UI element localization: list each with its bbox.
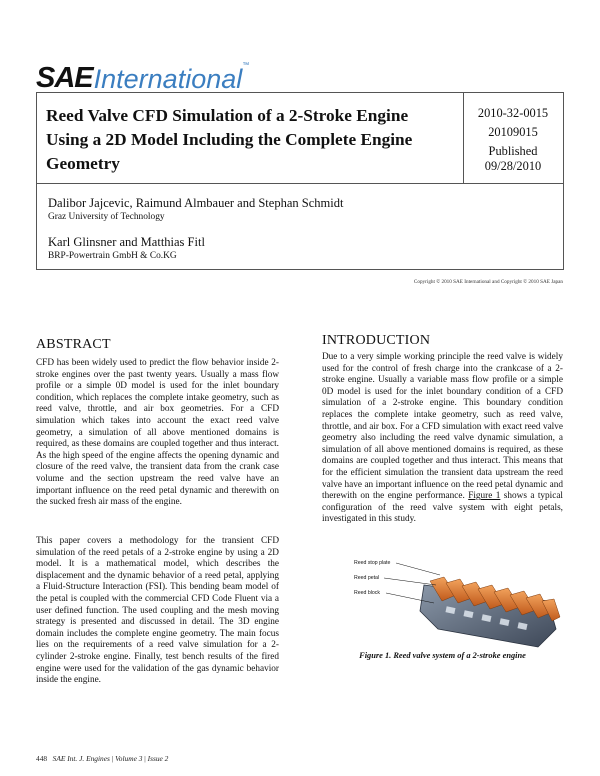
label-reed-petal: Reed petal — [354, 575, 380, 581]
label-reed-stop-plate: Reed stop plate — [354, 560, 391, 566]
reed-valve-figure — [352, 555, 567, 650]
footer-separator: | — [144, 754, 146, 763]
logo-brand: SAE — [36, 62, 93, 94]
footer-separator: | — [111, 754, 114, 763]
abstract-paragraph-1: CFD has been widely used to predict the flow behavior inside 2-stroke engines over the past twenty years. Usually a mass flow profile or a simple 0D model is used for the inlet boundary condition, which replaces the complete intake geometry, such as reed valve, throttle, and air box geometries. For a CFD simulation which takes into account the exact reed valve geometry, a simulation of all above mentioned domains is required, as these domains are coupled together and thus interact. As the high speed of the engine affects the opening dynamic and closure of the reed valve, the transient data from the crank case volume and the section upstream the reed valve have an important influence on the reed petal dynamic and therewith on the sucked fresh air mass of the engine. — [36, 358, 279, 508]
introduction-paragraph — [322, 352, 563, 526]
author-group-1: Dalibor Jajcevic, Raimund Almbauer and Stephan Schmidt — [48, 196, 344, 210]
published-date: 09/28/2010 — [484, 159, 542, 173]
paper-meta — [466, 106, 560, 174]
logo-trademark: ™ — [242, 62, 250, 69]
label-reed-block: Reed block — [354, 590, 380, 596]
leader-line-stop-plate — [396, 563, 440, 575]
affiliation-1: Graz University of Technology — [48, 212, 165, 222]
author-group-2: Karl Glinsner and Matthias Fitl — [48, 235, 205, 249]
introduction-heading: INTRODUCTION — [322, 333, 431, 348]
published-label: Published — [488, 144, 538, 158]
page-number: 448 — [36, 754, 48, 763]
intro-text-after: shows a typical configuration of the reed valve system with eight petals, investigated in this study. — [322, 491, 564, 525]
copyright-notice: Copyright © 2010 SAE International and Copyright © 2010 SAE Japan — [413, 279, 563, 285]
abstract-paragraph-2: This paper covers a methodology for the transient CFD simulation of the reed petals of a 2-stroke engine by using a 2D model. It is a mathematical model, which describes the displacement and the dynamic behavior of a reed petal, applying a Fluid-Structure Interaction (FSI). This bending beam model of the petal is coupled with the commercial CFD Code Fluent via a user defined function. The used coupling and the mesh moving strategy is presented and discussed in detail. The 3D engine domain includes the complete engine geometry. The main focus lies on the requirements of a reed valve simulation for a 2-cylinder 2-stroke engine. Finally, test bench results of the fired engine were used for the validation of the gas dynamic behavior inside the engine. — [36, 536, 279, 686]
title-box-divider — [463, 93, 464, 183]
leader-line-petal — [384, 578, 436, 585]
abstract-heading: ABSTRACT — [36, 337, 111, 352]
alt-paper-number: 20109015 — [488, 125, 538, 139]
journal-volume: Volume 3 — [115, 754, 143, 763]
paper-title: Reed Valve CFD Simulation of a 2-Stroke Engine Using a 2D Model Including the Complete Engine Geometry — [46, 106, 413, 173]
intro-text-before: Due to a very simple working principle the reed valve is widely used for the control of fresh charge into the crankcase of a 2-stroke engine. Usually a variable mass flow profile or a simple 0D model is used for the inlet boundary condition of a CFD simulation of a 2-stroke engine. This boundary condition replaces the complete intake geometry, such as reed valve, throttle, and air box. For a CFD simulation with exact reed valve geometry also including the reed valve dynamic simulation, a simulation of all above mentioned domains is required, as these domains are coupled together and thus interact. This means that for the efficient simulation the transient data upstream the reed valve have an important influence on the reed petal dynamic and therewith on the engine performance. — [322, 352, 563, 502]
figure-1-link[interactable]: Figure 1 — [468, 491, 501, 502]
logo-name: International — [93, 64, 243, 94]
affiliation-2: BRP-Powertrain GmbH & Co.KG — [48, 251, 177, 261]
journal-issue: Issue 2 — [147, 754, 169, 763]
page-footer — [36, 754, 168, 763]
figure-caption: Figure 1. Reed valve system of a 2-stroke engine — [359, 651, 526, 660]
journal-name: SAE Int. J. Engines — [52, 754, 110, 763]
paper-number: 2010-32-0015 — [477, 106, 549, 120]
sae-international-logo — [36, 62, 249, 96]
